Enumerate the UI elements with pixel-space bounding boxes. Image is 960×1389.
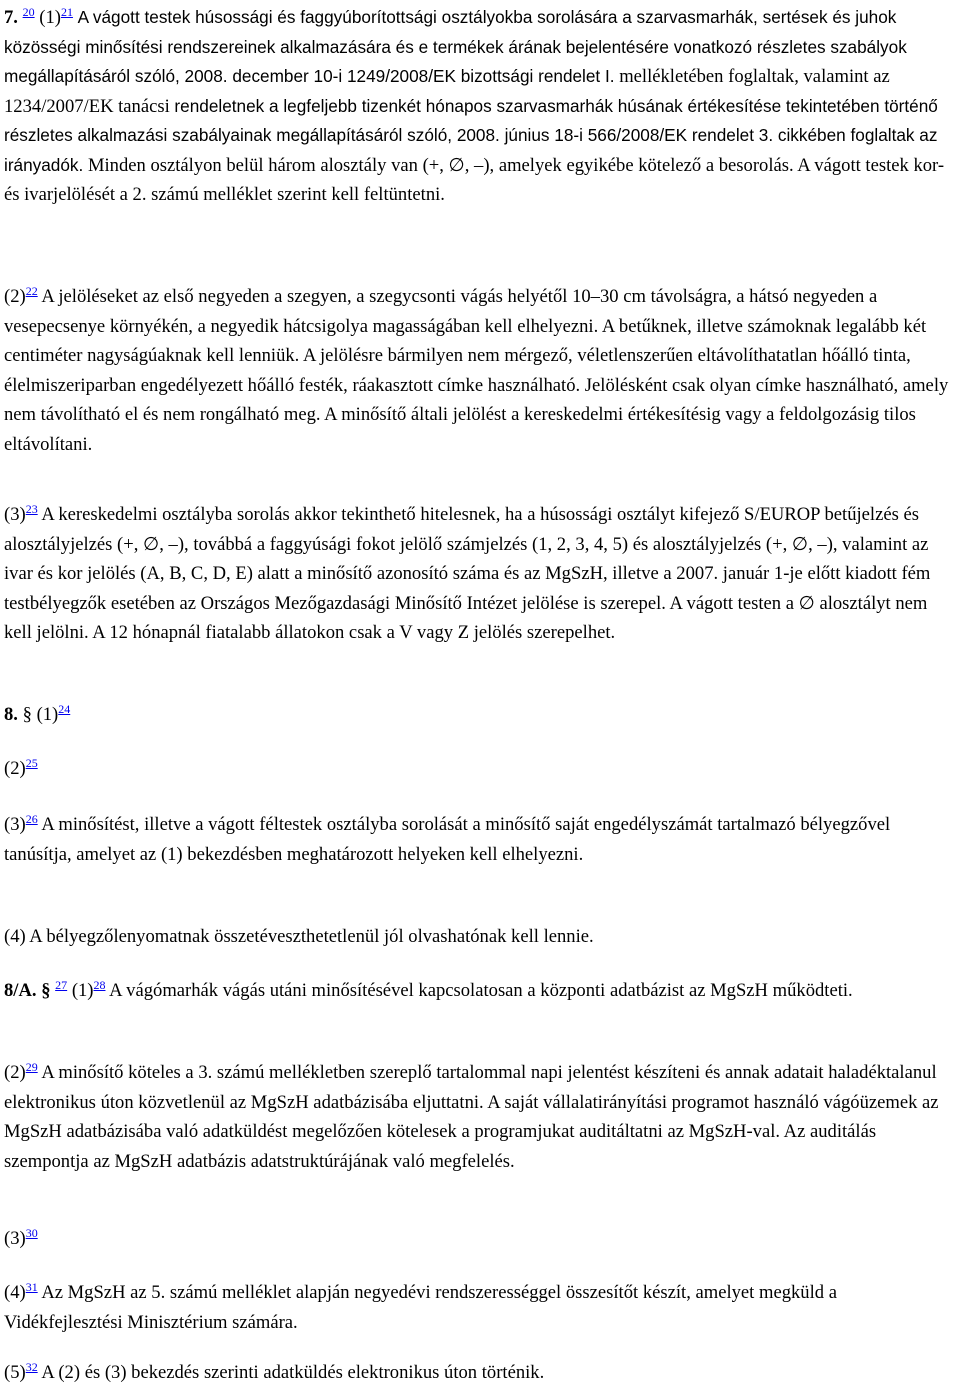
footnote-link-32[interactable]: 32 xyxy=(25,1360,38,1374)
paragraph-number: (1) xyxy=(39,7,61,28)
paragraph-number: (3) xyxy=(4,814,26,835)
paragraph-text: mellékletében foglaltak, valamint az 1234/2007/EK tanácsi xyxy=(4,66,890,117)
paragraph-number: (3) xyxy=(4,1228,26,1249)
section-number: 8. xyxy=(4,704,18,725)
footnote-link-20[interactable]: 20 xyxy=(22,5,35,19)
paragraph-number: (2) xyxy=(4,758,26,779)
paragraph-text: A jelöléseket az első negyeden a szegyen, a szegycsonti vágás helyétől 10–30 cm távolságra, a hátsó negyeden a vesepecsenye környékén, a negyedik hátcsigolya magasságában kell elhelyezni. A betűknek, illetve számoknak legalább két centiméter nagyságúaknak kell lenniük. A jelölésre bármilyen nem mérgező, véletlenszerűen eltávolíthatatlan hőálló tinta, élelmiszeriparban engedélyezett hőálló festék, ráakasztott címke használható. Jelölésként csak olyan címke használható, amely nem távolítható el és nem rongálható meg. A minősítő általi jelölést a kereskedelmi értékesítésig vagy a feldolgozásig tilos eltávolítani. xyxy=(4,286,949,455)
footnote-link-23[interactable]: 23 xyxy=(25,502,38,516)
paragraph-text: A minősítést, illetve a vágott féltestek osztályba sorolását a minősítő saját engedélyszámát tartalmazó bélyegzővel tanúsítja, amelyet az (1) bekezdésben meghatározott helyeken kell elhelyezni. xyxy=(4,814,891,865)
paragraph-text: (4) A bélyegzőlenyomatnak összetéveszthetetlenül jól olvashatónak kell lennie. xyxy=(4,926,594,947)
paragraph-number: (1) xyxy=(36,704,59,725)
paragraph-text-2: Minden osztályon belül három alosztály van (+, ∅, –), amelyek egyikébe kötelező a besorolás. A vágott testek kor- és ivarjelölését a 2. számú melléklet szerint kell feltüntetni. xyxy=(4,154,945,205)
footnote-link-22[interactable]: 22 xyxy=(25,284,38,298)
footnote-link-29[interactable]: 29 xyxy=(25,1060,38,1074)
section-8a-paragraph-2 xyxy=(4,1058,956,1176)
section-sign: § xyxy=(22,704,32,725)
paragraph-number: (3) xyxy=(4,504,26,525)
paragraph-text: A vágómarhák vágás utáni minősítésével kapcsolatosan a központi adatbázist az MgSzH működteti. xyxy=(109,980,853,1001)
paragraph-number: (2) xyxy=(4,1062,26,1083)
section-7-paragraph-2 xyxy=(4,282,956,459)
section-8a-paragraph-4 xyxy=(4,1278,956,1337)
paragraph-number: (1) xyxy=(71,980,94,1001)
paragraph-text: Az MgSzH az 5. számú melléklet alapján negyedévi rendszerességgel összesítőt készít, amelyet megküld a Vidékfejlesztési Minisztérium számára. xyxy=(4,1282,837,1333)
footnote-link-28[interactable]: 28 xyxy=(93,978,106,992)
footnote-link-21[interactable]: 21 xyxy=(60,5,73,19)
paragraph-number: (2) xyxy=(4,286,26,307)
paragraph-number: (5) xyxy=(4,1362,26,1383)
paragraph-number: (4) xyxy=(4,1282,26,1303)
section-7-paragraph-3 xyxy=(4,500,956,648)
paragraph-text: A kereskedelmi osztályba sorolás akkor tekinthető hitelesnek, ha a húsossági osztályt kifejező S/EUROP betűjelzés és alosztályjelzés (+, ∅, –), továbbá a faggyúsági fokot jelölő számjelzés (1, 2, 3, 4, 5) és alosztályjelzés (+, ∅, –), valamint az ivar és kor jelölés (A, B, C, D, E) alatt a minősítő azonosító száma és az MgSzH, illetve a 2007. január 1-je előtt kiadott fém testbélyegzők esetében az Országos Mezőgazdasági Minősítő Intézet jelölése is szerepel. A vágott testen a ∅ alosztályt nem kell jelölni. A 12 hónapnál fiatalabb állatokon csak a V vagy Z jelölés szerepelhet. xyxy=(4,504,931,643)
footnote-link-31[interactable]: 31 xyxy=(25,1280,38,1294)
section-number: 7. xyxy=(4,7,18,28)
section-8a-paragraph-5 xyxy=(4,1358,956,1388)
section-8-paragraph-2 xyxy=(4,754,956,784)
paragraph-text-sans-2: rendeletnek a legfeljebb tizenkét hónapos szarvasmarhák húsának értékesítése tekintetében történő részletes alkalmazási szabályainak megállapításáról szóló, 2008. június 18-i 566/2008/EK rendelet 3. cikkében foglaltak az irányadók. xyxy=(4,95,938,175)
section-8-paragraph-1 xyxy=(4,700,956,730)
section-8a-paragraph-3 xyxy=(4,1224,956,1254)
footnote-link-25[interactable]: 25 xyxy=(25,756,38,770)
section-8-paragraph-3 xyxy=(4,810,956,869)
paragraph-text: A minősítő köteles a 3. számú mellékletben szereplő tartalommal napi jelentést készíteni és annak adatait haladéktalanul elektronikus úton közvetlenül az MgSzH adatbázisába eljuttatni. A saját vállalatirányítási programot használó vágóüzemek az MgSzH adatbázisába való adatküldést megelőzően kötelesek a programjukat auditáltatni az MgSzH-val. Az auditálás szempontja az MgSzH adatbázis adatstruktúrájának való megfelelés. xyxy=(4,1062,939,1172)
section-number: 8/A. xyxy=(4,980,37,1001)
paragraph-text: A (2) és (3) bekezdés szerinti adatküldés elektronikus úton történik. xyxy=(41,1362,545,1383)
paragraph-text-sans: A vágott testek húsossági és faggyúborítottsági osztályokba sorolására a szarvasmarhák, sertések és juhok közösségi minősítési rendszereinek alkalmazására és e termékek árának bejelentésére vonatkozó részletes szabályok megállapításáról szóló, 2008. december 10-i 1249/2008/EK bizottsági rendelet I. xyxy=(4,7,907,86)
footnote-link-24[interactable]: 24 xyxy=(58,702,71,716)
footnote-link-26[interactable]: 26 xyxy=(25,812,38,826)
footnote-link-27[interactable]: 27 xyxy=(55,978,68,992)
section-7-paragraph-1 xyxy=(4,3,956,210)
section-8-paragraph-4 xyxy=(4,922,956,952)
section-8a-paragraph-1 xyxy=(4,976,956,1006)
footnote-link-30[interactable]: 30 xyxy=(25,1226,38,1240)
section-sign: § xyxy=(41,980,51,1001)
